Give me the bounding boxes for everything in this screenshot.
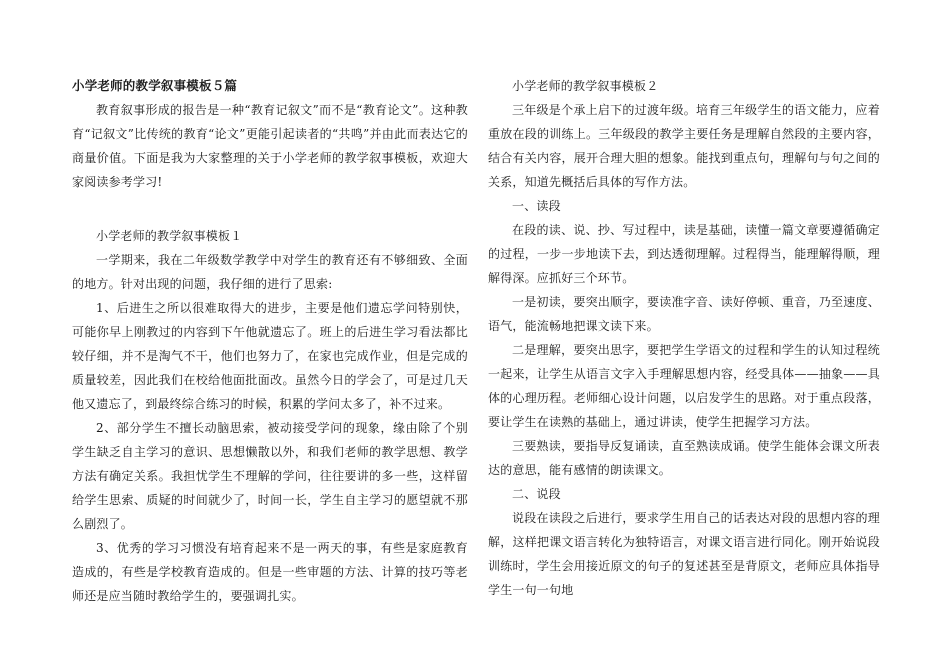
template1-heading: 小学老师的教学叙事模板１ — [96, 229, 243, 243]
paragraph: 3、优秀的学习习惯没有培育起来不是一两天的事，有些是家庭教育造成的，有些是学校教育造成的。但是一些审题的方法、计算的技巧等老师还是应当随时教给学生的，要强调扎实。 — [72, 541, 468, 603]
paragraph: 说段在读段之后进行，要求学生用自己的话表达对段的思想内容的理解，这样把课文语言转化为独特语言，对课文语言进行同化。刚开始说段训练时，学生会用接近原文的句子的复述甚至是背原文，老师应具体指导学生一句一句地 — [488, 511, 880, 597]
paragraph: 三年级是个承上启下的过渡年级。培育三年级学生的语文能力，应着重放在段的训练上。三年级段的教学主要任务是理解自然段的主要内容，结合有关内容，展开合理大胆的想象。能找到重点句，理解句与句之间的关系，知道先概括后具体的写作方法。 — [488, 103, 880, 189]
left-column — [72, 76, 468, 608]
section-heading: 一、读段 — [512, 199, 561, 213]
right-column — [488, 76, 880, 602]
intro-paragraph: 教育叙事形成的报告是一种“教育记叙文”而不是“教育论文”。这种教育“记叙文”比传统的教育“论文”更能引起读者的“共鸣”并由此而表达它的商量价值。下面是我为大家整理的关于小学老师的教学叙事模板，欢迎大家阅读参考学习! — [72, 103, 468, 189]
paragraph: 2、部分学生不擅长动脑思索，被动接受学问的现象，缘由除了个别学生缺乏自主学习的意识、思想懒散以外，和我们老师的教学思想、教学方法有确定关系。我担忧学生不理解的学问，往往要讲的多一些，这样留给学生思索、质疑的时间就少了，时间一长，学生自主学习的愿望就不那么剧烈了。 — [72, 421, 468, 531]
paragraph: 1、后进生之所以很难取得大的进步，主要是他们遗忘学问特别快，可能你早上刚教过的内容到下午他就遗忘了。班上的后进生学习看法都比较仔细，并不是淘气不干，他们也努力了，在家也完成作业，但是完成的质量较差，因此我们在校给他面批面改。虽然今日的学会了，可是过几天他又遗忘了，到最终综合练习的时候，积累的学问太多了，补不过来。 — [72, 301, 468, 411]
section-heading: 二、说段 — [512, 487, 561, 501]
document-title: 小学老师的教学叙事模板５篇 — [72, 78, 238, 93]
paragraph: 二是理解，要突出思字，要把学生学语文的过程和学生的认知过程统一起来，让学生从语言文字入手理解思想内容，经受具体——抽象——具体的心理历程。老师细心设计问题，以启发学生的思路。对于重点段落，要让学生在读熟的基础上，通过讲读，使学生把握学习方法。 — [488, 343, 880, 429]
paragraph: 在段的读、说、抄、写过程中，读是基础，读懂一篇文章要遵循确定的过程，一步一步地读下去，到达透彻理解。过程得当，能理解得顺，理解得深。应抓好三个环节。 — [488, 223, 880, 285]
paragraph: 三要熟读，要指导反复诵读，直至熟读成诵。使学生能体会课文所表达的意思，能有感情的朗读课文。 — [488, 439, 880, 477]
paragraph: 一学期来，我在二年级数学教学中对学生的教育还有不够细致、全面的地方。针对出现的问题，我仔细的进行了思索: — [72, 253, 468, 291]
template2-heading: 小学老师的教学叙事模板２ — [512, 79, 659, 93]
paragraph: 一是初读，要突出顺字，要读准字音、读好停顿、重音，乃至速度、语气，能流畅地把课文读下来。 — [488, 295, 880, 333]
